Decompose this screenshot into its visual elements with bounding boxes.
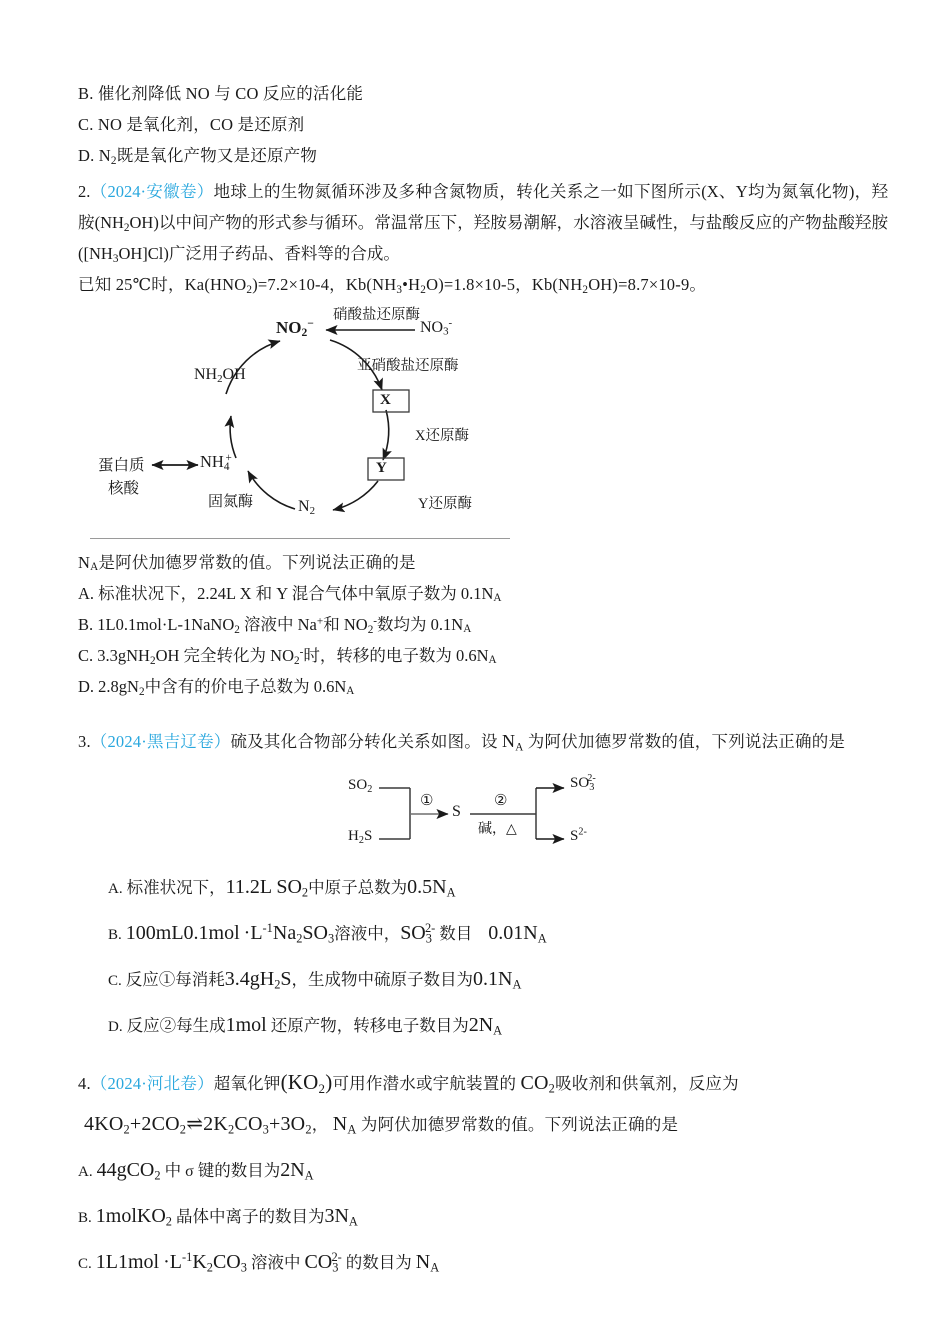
q2-stem-text: 地球上的生物氮循环涉及多种含氮物质，转化关系之一如下图所示(X、Y均为氮氧化物)，羟胺$(NH_2OH)$以中间产物的形式参与循环。常温常压下，羟胺易潮解，水溶液呈碱性，与盐酸反应的产物盐酸羟胺$([NH_3OH]Cl)$广泛用子药品、香料等的合成。 [78, 182, 889, 266]
q2-option-d: D. $2.8gN_2$中含有的价电子总数为 $0.6N_A$ [78, 677, 355, 699]
node-protein: 蛋白质 [98, 457, 145, 474]
q1-option-d [78, 140, 888, 171]
sulfur-step2-label: ② [494, 793, 508, 809]
q3-option-c: C. 反应①每消耗$3.4gH_2S$，生成物中硫原子数目为$0.1N_A$ [108, 968, 522, 992]
q3-option-b: B. $100mL0.1mol \cdot L^{-1}Na_2SO_3$溶液中，$SO_3^{2-}$ 数目 $0.01N_A$ [108, 921, 547, 946]
q1-option-d-text: 既是氧化产物又是还原产物 [116, 146, 318, 165]
q3-stem-text: 硫及其化合物部分转化关系如图。设 $N_A$ 为阿伏加德罗常数的值，下列说法正确的是 [230, 731, 846, 754]
q4-equation-line: $4KO_2+2CO_2\rightleftharpoons 2K_2CO_3+3O_2$， $N_A$ 为阿伏加德罗常数的值。下列说法正确的是 [84, 1113, 679, 1137]
q3-number: 3. [78, 732, 91, 751]
node-n2: $N_2$ [298, 498, 315, 518]
q2-option-b: B. 1L0.1mol·L-1NaNO$_2$ 溶液中 Na+和 $NO_2^-$数均为 $0.1N_A$ [78, 615, 472, 637]
q1-option-b [78, 78, 888, 109]
q4-option-a: A. 44gCO$_2$ 中 σ 键的数目为$2N_A$ [78, 1159, 314, 1183]
q2-option-a: A. 标准状况下，2.24L X 和 Y 混合气体中氧原子数为 $0.1N_A$ [78, 584, 502, 605]
q1-option-d-formula: $N_2$ [98, 146, 117, 168]
q3-stem [78, 726, 888, 757]
node-no3-minus: $NO_3^-$ [420, 317, 453, 338]
node-nh2oh: $NH_2OH$ [194, 366, 246, 386]
q2-option-c: C. 3.3gNH$_2$OH 完全转化为 $NO_2^-$时，转移的电子数为 $0.6N_A$ [78, 646, 497, 668]
node-y: Y [376, 460, 387, 476]
q4-source: （2024·河北卷） [90, 1074, 214, 1093]
nitrogen-cycle-figure [90, 306, 550, 536]
edge-label-nitrate-reductase: 硝酸盐还原酶 [333, 307, 420, 323]
node-nucleic-acid: 核酸 [108, 480, 140, 497]
q4-equation: $4KO_2+2CO_2\rightleftharpoons 2K_2CO_3+3O_2$ [84, 1113, 312, 1137]
edge-label-x-reductase: X还原酶 [415, 428, 469, 444]
sulfur-output-sulfide: $S^{2-}$ [570, 826, 587, 844]
edge-label-nitrite-reductase: 亚硝酸盐还原酶 [357, 358, 459, 374]
edge-label-y-reductase: Y还原酶 [418, 496, 472, 512]
q4-option-b: B. 1molKO$_2$ 晶体中离子的数目为$3N_A$ [78, 1205, 358, 1229]
q3-source: （2024·黑吉辽卷） [90, 732, 231, 751]
nitrogen-cycle-svg [90, 306, 550, 536]
q4-stem: 4.（2024·河北卷）超氧化钾$(KO_2)$可用作潜水或宇航装置的 $CO_2$吸收剂和供氧剂，反应为 [78, 1070, 739, 1096]
q3-option-d: D. 反应②每生成1mol 还原产物，转移电子数目为$2N_A$ [108, 1014, 503, 1038]
node-no2-minus: $NO_2^-$ [276, 317, 314, 340]
q1-option-c-text: NO 是氧化剂，CO 是还原剂 [97, 115, 305, 134]
node-nh4-plus: $NH_4^+$ [200, 452, 232, 474]
q2-source: （2024·安徽卷） [90, 182, 214, 201]
sulfur-step1-label: ① [420, 793, 434, 809]
document-content [78, 78, 888, 1286]
edge-label-nitrogenase: 固氮酶 [208, 494, 254, 510]
q2-stem [78, 176, 888, 269]
q4-stem-a: 超氧化钾 [213, 1074, 281, 1093]
q1-option-c [78, 109, 888, 140]
q1-option-d-label: D. [78, 146, 95, 165]
sulfur-node-s: S [452, 803, 461, 820]
q2-constants: 已知 25℃时，$Ka(HNO_2)=7.2\times 10-4$，$Kb(NH_3•H_2O)=1.8\times 10-5$，$Kb(NH_2OH)=8.7\times 10-9$。 [78, 275, 707, 297]
sulfur-condition-label: 碱，△ [478, 822, 517, 837]
q2-number: 2. [78, 182, 91, 201]
sulfur-input-h2s: $H_2S$ [348, 828, 373, 846]
q1-option-b-text: 催化剂降低 NO 与 CO 反应的活化能 [97, 84, 364, 103]
figure-separator-rule [90, 538, 510, 539]
sulfur-input-so2: $SO_2$ [348, 777, 373, 795]
q1-option-b-label: B. [78, 84, 94, 103]
node-x: X [380, 392, 391, 408]
sulfur-output-sulfite: $SO_3^{2-}$ [570, 773, 596, 794]
q3-option-a: A. 标准状况下，11.2L $SO_2$中原子总数为$0.5N_A$ [108, 876, 456, 900]
q4-equation-tail: 为阿伏加德罗常数的值。下列说法正确的是 [360, 1115, 679, 1134]
q4-option-c: C. $1L1mol \cdot L^{-1}K_2CO_3$ 溶液中 $CO_3^{2-}$ 的数目为 $N_A$ [78, 1250, 440, 1275]
q4-number: 4. [78, 1074, 91, 1093]
sulfur-conversion-figure [348, 773, 648, 855]
sulfur-conversion-svg [348, 773, 648, 855]
q2-na-line: $N_A$是阿伏加德罗常数的值。下列说法正确的是 [78, 553, 416, 574]
q1-option-c-label: C. [78, 115, 94, 134]
